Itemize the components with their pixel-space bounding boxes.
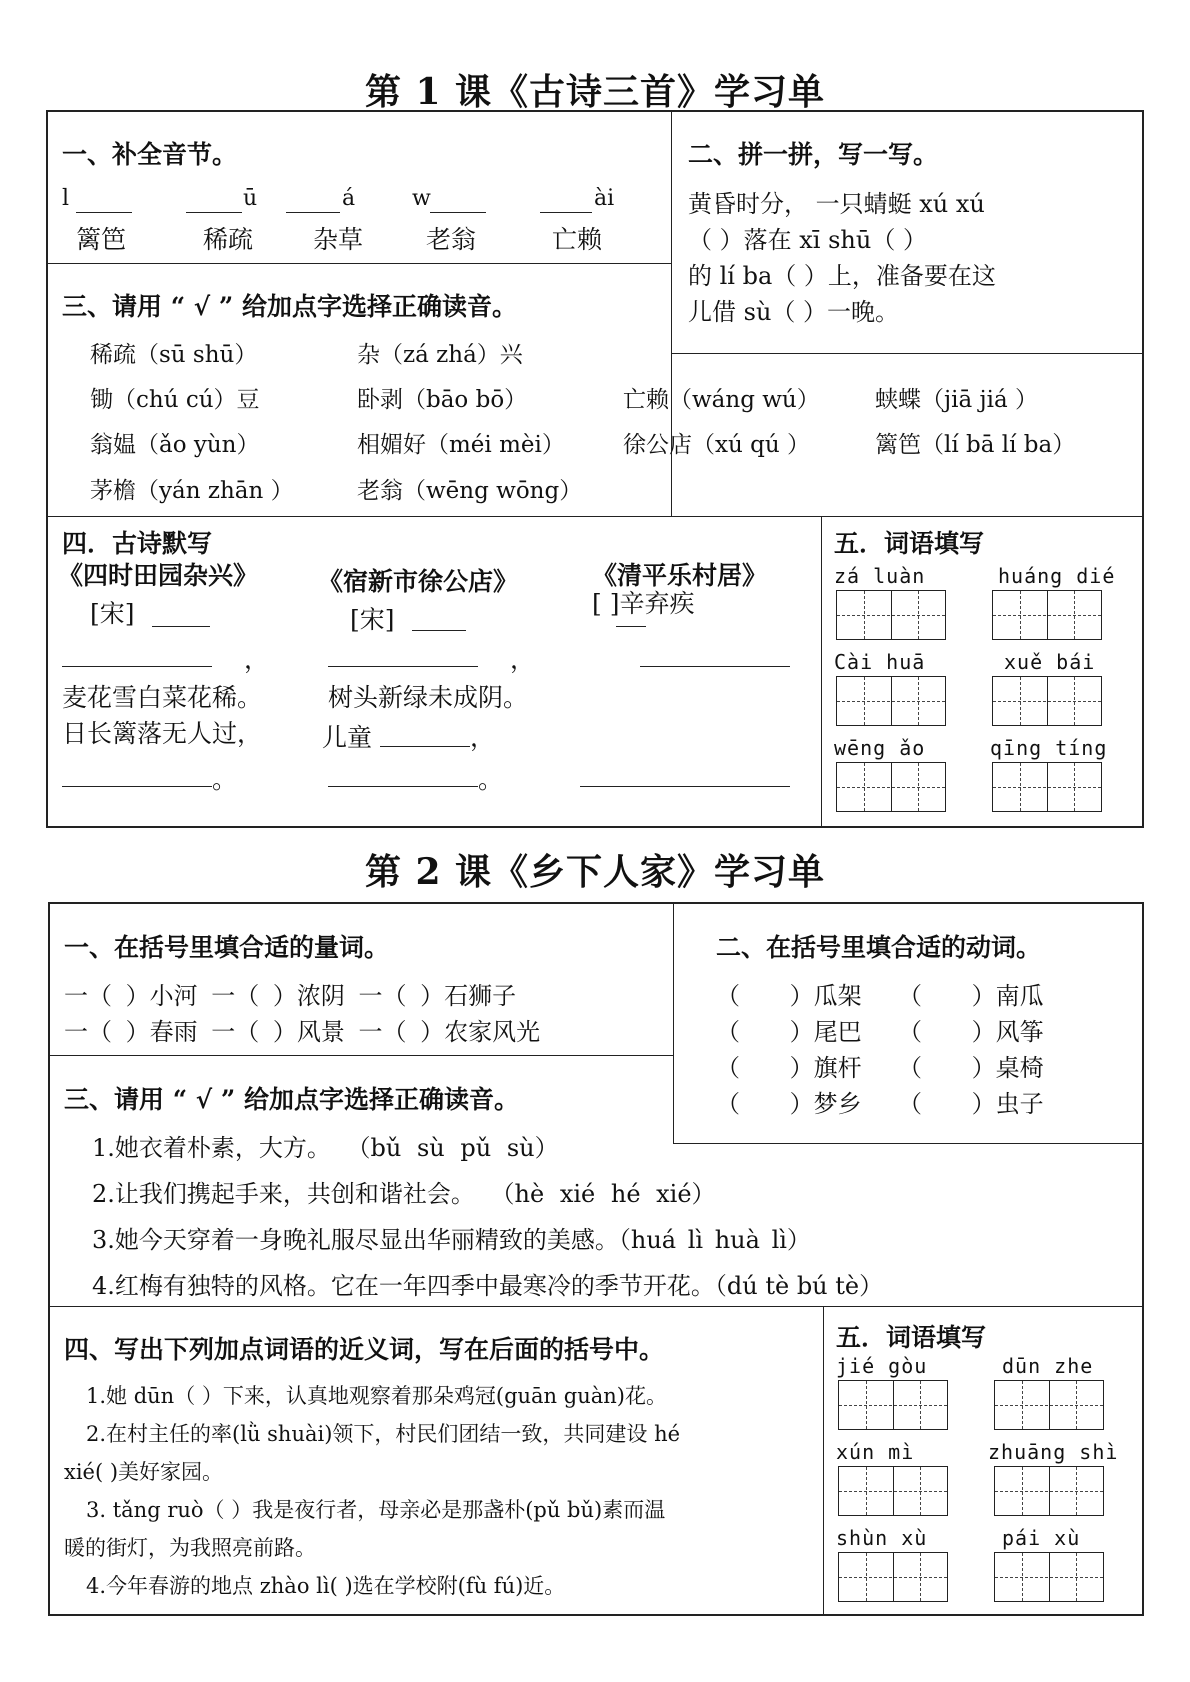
- reading-item: 锄（chú cú）豆: [90, 387, 260, 413]
- synonym-line: 2.在村主任的率(lǜ shuài)领下，村民们团结一致，共同建设 hé: [86, 1422, 681, 1446]
- l1-s4-heading: 四．古诗默写: [62, 529, 213, 558]
- syllable-1: l: [62, 186, 70, 211]
- l1-s2-line-3: 的 lí ba（ ）上，准备要在这: [688, 262, 996, 290]
- pinyin-label: huáng dié: [998, 564, 1116, 588]
- syllable-5: ài: [594, 186, 615, 211]
- poem-line-blank[interactable]: [580, 786, 790, 787]
- reading-sentence: 1.她衣着朴素，大方。 （bǔ sù pǔ sù）: [92, 1134, 559, 1162]
- reading-item: 茅檐（yán zhān ）: [90, 478, 294, 504]
- author-blank[interactable]: [616, 626, 646, 627]
- l1-s5-heading: 五．词语填写: [834, 529, 985, 558]
- pinyin-label: xuě bái: [1004, 650, 1096, 674]
- poem1-line: 麦花雪白菜花稀。: [62, 683, 263, 712]
- syllable-blank[interactable]: [76, 212, 132, 213]
- pinyin-label: wēng ǎo: [834, 736, 926, 760]
- writing-grid[interactable]: [838, 1466, 948, 1516]
- writing-grid[interactable]: [838, 1552, 948, 1602]
- pinyin-label: qīng tíng: [990, 736, 1108, 760]
- pinyin-label: zhuāng shì: [988, 1440, 1119, 1464]
- reading-item: 杂（zá zhá）兴: [357, 342, 523, 368]
- comma: ，: [510, 645, 536, 674]
- l2-s5-heading: 五．词语填写: [836, 1323, 987, 1352]
- reading-item: 篱笆（lí bā lí ba）: [875, 432, 1076, 458]
- verb-item: （ ）梦乡: [716, 1090, 862, 1118]
- word-4: 老翁: [426, 225, 477, 254]
- period: 。: [478, 765, 504, 794]
- synonym-line: 1.她 dūn（ ）下来，认真地观察着那朵鸡冠(guān guàn)花。: [86, 1384, 667, 1408]
- l2-s1-heading: 一、在括号里填合适的量词。: [64, 933, 390, 962]
- writing-grid[interactable]: [994, 1552, 1104, 1602]
- reading-sentence: 2.让我们携起手来，共创和谐社会。 （hè xié hé xié）: [92, 1180, 716, 1208]
- reading-item: 翁媪（ǎo yùn）: [90, 432, 260, 458]
- l2-divider: [48, 1306, 1144, 1307]
- reading-item: 徐公店（xú qú ）: [623, 432, 810, 458]
- word-1: 篱笆: [76, 225, 127, 254]
- poem-title-1: 《四时田园杂兴》: [58, 561, 259, 590]
- lesson1-title: 第 1 课《古诗三首》学习单: [364, 71, 826, 113]
- writing-grid[interactable]: [836, 762, 946, 812]
- writing-grid[interactable]: [838, 1380, 948, 1430]
- synonym-line: 4.今年春游的地点 zhào lì( )选在学校附(fù fú)近。: [86, 1574, 566, 1598]
- measure-word-row: 一（ ）春雨 一（ ）风景 一（ ）农家风光: [64, 1018, 541, 1046]
- l1-s2-line-4: 儿借 sù（ ）一晚。: [688, 298, 900, 326]
- reading-item: 蛱蝶（jiā jiá ）: [875, 387, 1039, 413]
- reading-item: 亡赖（wáng wú）: [623, 387, 820, 413]
- author-blank[interactable]: [412, 630, 466, 631]
- l1-s5-divider: [821, 516, 822, 828]
- syllable-blank[interactable]: [286, 212, 340, 213]
- writing-grid[interactable]: [836, 676, 946, 726]
- writing-grid[interactable]: [994, 1380, 1104, 1430]
- dynasty-1: [宋]: [90, 599, 135, 628]
- pinyin-label: pái xù: [1002, 1526, 1081, 1550]
- poem-title-3: 《清平乐村居》: [592, 561, 768, 590]
- writing-grid[interactable]: [836, 590, 946, 640]
- synonym-line: 暖的街灯，为我照亮前路。: [64, 1536, 316, 1560]
- writing-grid[interactable]: [994, 1466, 1104, 1516]
- writing-grid[interactable]: [992, 762, 1102, 812]
- comma: ，: [244, 645, 270, 674]
- poem-line-blank[interactable]: [62, 786, 212, 787]
- syllable-3: á: [342, 186, 356, 211]
- syllable-blank[interactable]: [430, 212, 486, 213]
- verb-item: （ ）风筝: [898, 1018, 1044, 1046]
- l2-s2-heading: 二、在括号里填合适的动词。: [716, 933, 1042, 962]
- dynasty-3: [ ]辛弃疾: [592, 589, 695, 618]
- syllable-blank[interactable]: [186, 212, 242, 213]
- verb-item: （ ）南瓜: [898, 982, 1044, 1010]
- poem-line-blank[interactable]: [380, 746, 470, 747]
- synonym-line: xié( )美好家园。: [64, 1460, 224, 1484]
- dynasty-2: [宋]: [350, 605, 395, 634]
- pinyin-label: zá luàn: [834, 564, 926, 588]
- poem-line-blank[interactable]: [62, 666, 212, 667]
- pinyin-label: xún mì: [836, 1440, 915, 1464]
- reading-item: 老翁（wēng wōng）: [357, 478, 583, 504]
- pinyin-label: dūn zhe: [1002, 1354, 1094, 1378]
- reading-item: 稀疏（sū shū）: [90, 342, 258, 368]
- writing-grid[interactable]: [992, 676, 1102, 726]
- verb-item: （ ）虫子: [898, 1090, 1044, 1118]
- reading-sentence: 4.红梅有独特的风格。它在一年四季中最寒冷的季节开花。（dú tè bú tè）: [92, 1272, 884, 1300]
- verb-item: （ ）尾巴: [716, 1018, 862, 1046]
- pinyin-label: shùn xù: [836, 1526, 928, 1550]
- verb-item: （ ）旗杆: [716, 1054, 862, 1082]
- l1-s2-heading: 二、拼一拼，写一写。: [688, 140, 939, 169]
- comma: ，: [470, 723, 496, 752]
- l1-s3-heading: 三、请用 “ √ ” 给加点字选择正确读音。: [62, 292, 518, 321]
- reading-item: 相媚好（méi mèi）: [357, 432, 565, 458]
- poem2-line: 树头新绿未成阴。: [328, 683, 529, 712]
- period: 。: [212, 765, 238, 794]
- poem-line-blank[interactable]: [640, 666, 790, 667]
- author-blank[interactable]: [152, 626, 210, 627]
- reading-sentence: 3.她今天穿着一身晚礼服尽显出华丽精致的美感。（huá lì huà lì）: [92, 1226, 811, 1254]
- measure-word-row: 一（ ）小河 一（ ）浓阴 一（ ）石狮子: [64, 982, 517, 1010]
- poem-line-blank[interactable]: [328, 666, 478, 667]
- l2-s3-heading: 三、请用 “ √ ” 给加点字选择正确读音。: [64, 1085, 520, 1114]
- reading-item: 卧剥（bāo bō）: [357, 387, 528, 413]
- word-2: 稀疏: [203, 225, 254, 254]
- pinyin-label: jié gòu: [836, 1354, 928, 1378]
- writing-grid[interactable]: [992, 590, 1102, 640]
- poem2-line: 儿童: [322, 723, 373, 752]
- syllable-blank[interactable]: [540, 212, 592, 213]
- word-3: 杂草: [313, 225, 364, 254]
- verb-item: （ ）桌椅: [898, 1054, 1044, 1082]
- poem-line-blank[interactable]: [328, 786, 478, 787]
- l2-s4-heading: 四、写出下列加点词语的近义词，写在后面的括号中。: [64, 1335, 665, 1364]
- l1-divider: [46, 516, 1144, 517]
- syllable-2: ū: [243, 186, 258, 211]
- l1-s1-heading: 一、补全音节。: [62, 140, 238, 169]
- pinyin-label: Cài huā: [834, 650, 926, 674]
- synonym-line: 3. tǎng ruò（ ）我是夜行者，母亲必是那盏朴(pǔ bǔ)素而温: [86, 1498, 666, 1522]
- poem-title-2: 《宿新市徐公店》: [318, 567, 519, 596]
- verb-item: （ ）瓜架: [716, 982, 862, 1010]
- poem1-line: 日长篱落无人过，: [62, 719, 263, 748]
- l2-s5-divider: [823, 1306, 824, 1616]
- syllable-4: w: [412, 186, 431, 211]
- l1-s2-line-1: 黄昏时分， 一只蜻蜓 xú xú: [688, 190, 985, 218]
- word-5: 亡赖: [552, 225, 603, 254]
- lesson2-title: 第 2 课《乡下人家》学习单: [364, 851, 826, 893]
- l1-s2-line-2: （ ）落在 xī shū（ ）: [688, 226, 927, 254]
